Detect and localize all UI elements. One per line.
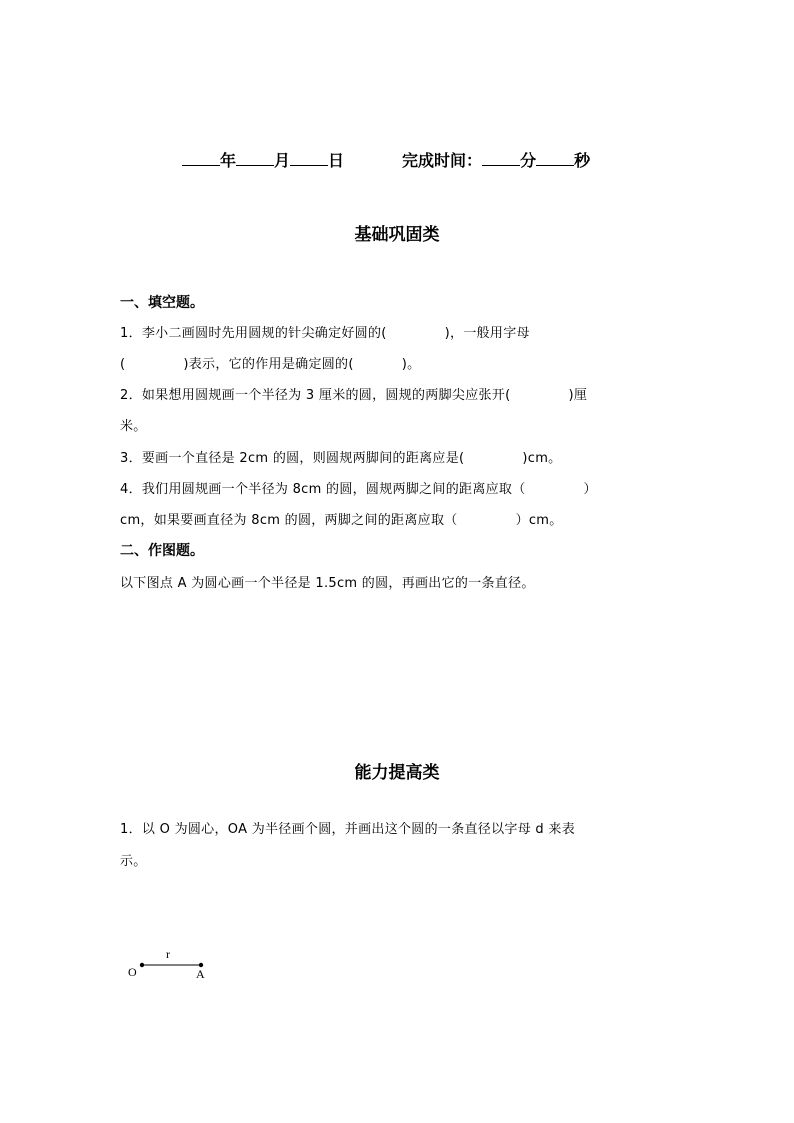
label-a: A (196, 967, 205, 981)
q1-line1 (120, 322, 530, 341)
q2-line1 (120, 384, 587, 403)
q3-line (120, 447, 561, 466)
draw-instruction: 以下图点 A 为圆心画一个半径是 1.5cm 的圆，再画出它的一条直径。 (120, 576, 535, 591)
section1-title: 基础巩固类 (354, 225, 440, 245)
label-o: O (128, 965, 137, 979)
q1-text-c: ( (120, 357, 126, 372)
q4-text-c: cm，如果要画直径为 8cm 的圆，两脚之间的距离应取（ (120, 513, 458, 528)
label-r: r (166, 947, 170, 961)
minute-label: 分 (520, 151, 537, 170)
second-label: 秒 (574, 151, 591, 170)
q3-text-a: 3．要画一个直径是 2cm 的圆，则圆规两脚间的距离应是( (120, 451, 465, 466)
point-o (140, 963, 144, 967)
q4-text-b: ） (583, 482, 597, 497)
q1-text-d: )表示，它的作用是确定圆的( (183, 357, 354, 372)
day-label: 日 (328, 151, 345, 170)
q1-text-a: 1．李小二画圆时先用圆规的针尖确定好圆的( (120, 326, 387, 341)
month-label: 月 (274, 151, 291, 170)
q3-text-b: )cm。 (522, 451, 562, 466)
time-label: 完成时间： (402, 151, 483, 170)
part2-heading: 二、作图题。 (120, 543, 204, 559)
year-label: 年 (220, 151, 237, 170)
q1-text-e: )。 (401, 357, 421, 372)
date-line (182, 148, 590, 171)
q2-text-b: )厘 (568, 388, 588, 403)
section2-title: 能力提高类 (354, 763, 440, 783)
q4-line1 (120, 478, 597, 497)
q4-text-a: 4．我们用圆规画一个半径为 8cm 的圆，圆规两脚之间的距离应取（ (120, 482, 526, 497)
q4-line2 (120, 509, 563, 528)
q2-text-a: 2．如果想用圆规画一个半径为 3 厘米的圆，圆规的两脚尖应张开( (120, 388, 511, 403)
s2-q1-line1: 1．以 O 为圆心，OA 为半径画个圆，并画出这个圆的一条直径以字母 d 来表 (120, 822, 576, 837)
q2-line2 (120, 415, 147, 434)
radius-figure (120, 940, 230, 990)
year-blank (182, 151, 220, 166)
q2-text-c: 米。 (120, 419, 147, 434)
day-blank (290, 151, 328, 166)
month-blank (236, 151, 274, 166)
minute-blank (482, 151, 520, 166)
s2-q1-line2: 示。 (120, 854, 147, 869)
q4-text-d: ）cm。 (515, 513, 563, 528)
part1-heading: 一、填空题。 (120, 295, 204, 311)
second-blank (536, 151, 574, 166)
q1-text-b: )，一般用字母 (444, 326, 530, 341)
q1-line2 (120, 353, 420, 372)
